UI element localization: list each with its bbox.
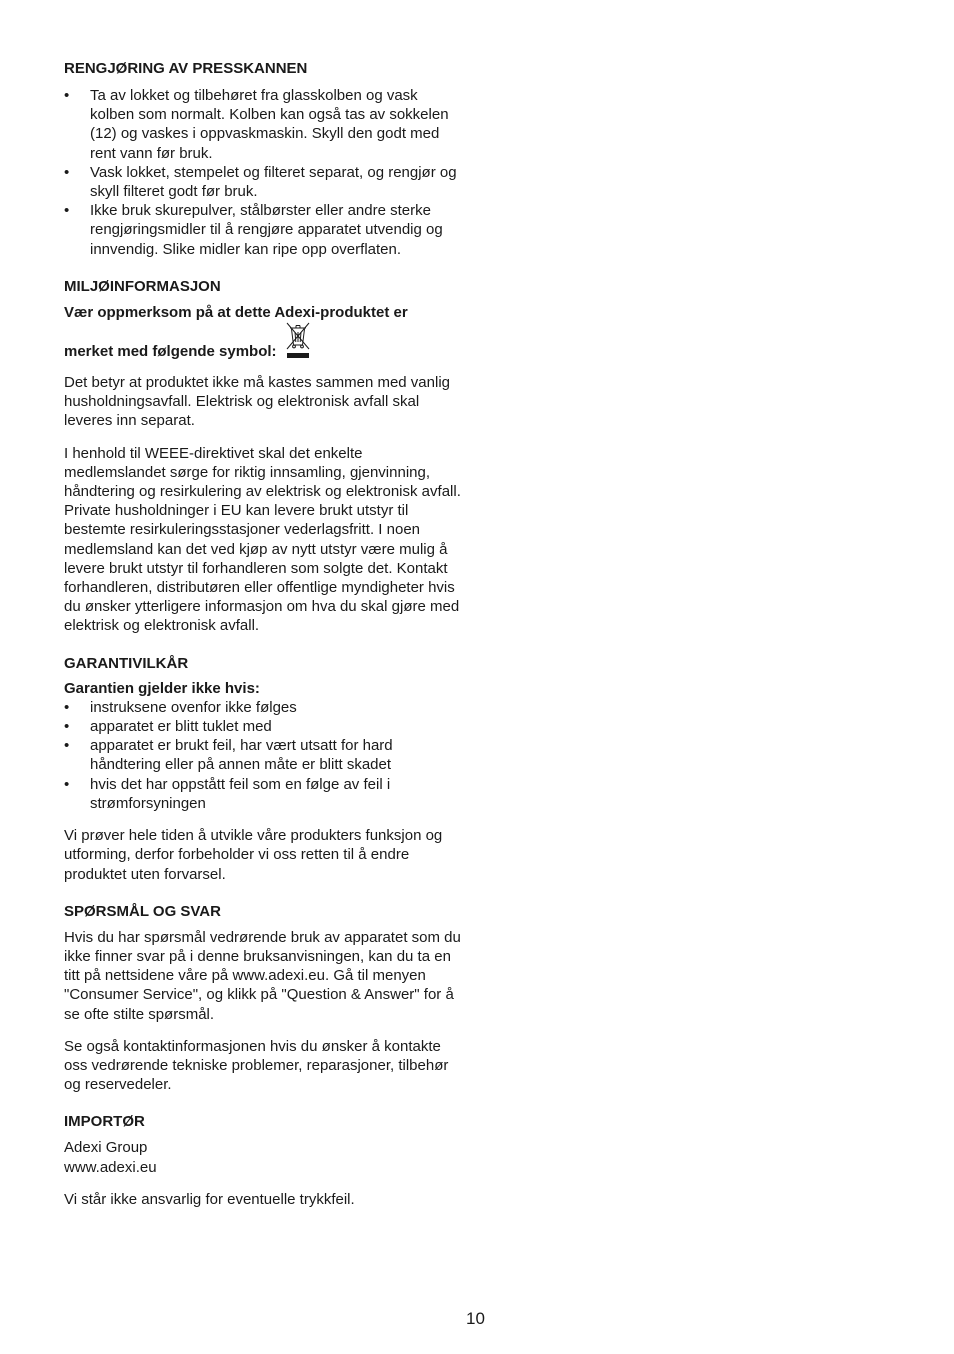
heading-qa: SPØRSMÅL OG SVAR: [64, 902, 221, 920]
environment-paragraph-1: Det betyr at produktet ikke må kastes sammen med vanlig husholdningsavfall. Elektrisk og elektronisk avfall skal leveres inn separat.: [64, 374, 451, 430]
importer-name: Adexi Group: [64, 1139, 148, 1157]
heading-environment: MILJØINFORMASJON: [64, 277, 221, 295]
list-item: • apparatet er blitt tuklet med: [64, 717, 464, 736]
list-item: • apparatet er brukt feil, har vært utsatt for hard håndtering eller på annen måte er blitt skadet: [64, 736, 464, 774]
warranty-subheading: Garantien gjelder ikke hvis:: [64, 679, 260, 697]
heading-importer: IMPORTØR: [64, 1113, 145, 1131]
warranty-paragraph: Vi prøver hele tiden å utvikle våre produkters funksjon og utforming, derfor forbeholder vi oss retten til å endre produktet uten forvarsel.: [64, 827, 443, 883]
cleaning-list: [64, 86, 464, 259]
list-item: • instruksene ovenfor ikke følges: [64, 698, 464, 717]
qa-paragraph-1: Hvis du har spørsmål vedrørende bruk av apparatet som du ikke finner svar på i denne bruksanvisningen, kan du ta en titt på nettsidene våre på www.adexi.eu. Gå til menyen "Consumer Service", og klikk på "Question & Answer" for å se ofte stilte spørsmål.: [64, 928, 461, 1023]
warranty-list: [64, 698, 464, 813]
main-column: [64, 59, 464, 1209]
heading-cleaning: RENGJØRING AV PRESSKANNEN: [64, 60, 308, 77]
environment-paragraph-2: I henhold til WEEE-direktivet skal det enkelte medlemslandet sørge for riktig innsamling, gjenvinning, håndtering og resirkulering av elektrisk og elektronisk avfall. Private husholdninger i EU kan levere brukt utstyr til bestemte resirkuleringsstasjoner vederlagsfritt. I noen medlemsland kan det ved kjøp av nytt utstyr være mulig å levere brukt utstyr til forhandleren som solgte det. Kontakt forhandleren, distributøren eller offentlige myndigheter hvis du ønsker ytterligere informasjon om hva du skal gjøre med elektrisk og elektronisk avfall.: [64, 444, 461, 635]
page-number: 10: [466, 1309, 485, 1328]
list-item: • hvis det har oppstått feil som en følge av feil i strømforsyningen: [64, 775, 464, 813]
heading-warranty: GARANTIVILKÅR: [64, 654, 189, 672]
weee-bin-icon: [285, 322, 311, 360]
qa-paragraph-2: Se også kontaktinformasjonen hvis du ønsker å kontakte oss vedrørende tekniske problemer, reparasjoner, tilbehør og reservedeler.: [64, 1037, 449, 1094]
list-item: • Ikke bruk skurepulver, stålbørster eller andre sterke rengjøringsmidler til å rengjøre apparatet utvendig og innvendig. Slike midler kan ripe opp overflaten.: [64, 201, 464, 259]
importer-url: www.adexi.eu: [64, 1158, 157, 1176]
environment-intro-2: merket med følgende symbol:: [64, 342, 277, 360]
list-item: • Vask lokket, stempelet og filteret separat, og rengjør og skyll filteret godt før bruk.: [64, 163, 464, 201]
symbol-line: [64, 322, 464, 361]
environment-intro: Vær oppmerksom på at dette Adexi-produktet er: [64, 303, 408, 321]
list-item: • Ta av lokket og tilbehøret fra glasskolben og vask kolben som normalt. Kolben kan også tas av sokkelen (12) og vaskes i oppvaskmaskin. Skyll den godt med rent vann før bruk.: [64, 86, 464, 163]
disclaimer: Vi står ikke ansvarlig for eventuelle trykkfeil.: [64, 1190, 355, 1208]
